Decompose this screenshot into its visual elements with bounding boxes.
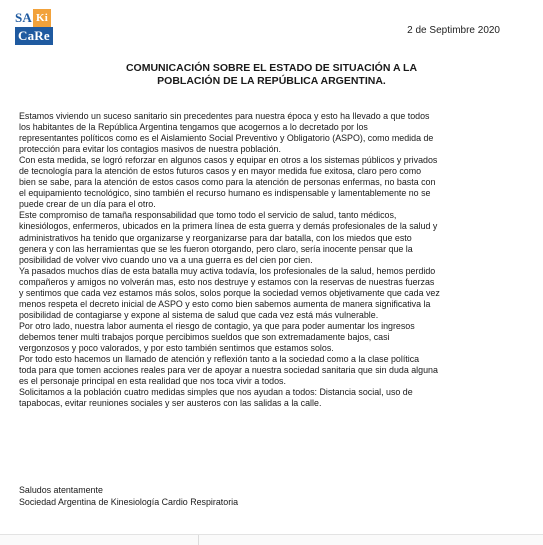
body-line: Solicitamos a la población cuatro medidas simples que nos ayudan a todos: Distancia social, uso de <box>19 387 413 398</box>
body-line: genera y con las herramientas que se les fueron otorgando, pero claro, sería inocente pensar que la <box>19 243 413 254</box>
logo-sa-text: SA <box>15 10 33 25</box>
logo-care-text: CaRe <box>15 27 53 45</box>
body-line: el equipamiento tecnológico, sino también el recurso humano es indispensable y lamentablemente no se <box>19 188 431 199</box>
body-line: vergonzosos y poco valorados, y por esto también sentimos que estamos solos. <box>19 342 334 353</box>
bottom-bar <box>0 534 543 545</box>
body-line: toda para que tomen acciones reales para ver de apoyar a nuestra sociedad sanitaria que sin duda alguna <box>19 365 438 376</box>
body-line: es el personaje principal en esta realidad que nos toca vivir a todos. <box>19 376 286 387</box>
body-line: posibilidad de volver vivo cuando uno va a una guerra es del cien por cien. <box>19 254 313 265</box>
body-line: representantes políticos como es el Aislamiento Social Preventivo y Obligatorio (ASPO), como medida de <box>19 133 434 144</box>
closing-signature: Sociedad Argentina de Kinesiología Cardio Respiratoria <box>19 496 239 507</box>
body-line: compañeros y amigos no volverán mas, esto nos destruye y estamos con la reservas de nuestras fuerzas <box>19 276 435 287</box>
body-line: menos respeta el decreto inicial de ASPO y esto como bien sabemos aumenta de manera significativa la <box>19 298 431 309</box>
body-line: bien se sabe, para la atención de estos casos como para la atención de personas enfermas, no basta con <box>19 177 436 188</box>
document-date: 2 de Septimbre 2020 <box>407 25 500 36</box>
body-line: debemos tener multi trabajos porque percibimos sueldos que son extremadamente bajos, casi <box>19 331 390 342</box>
body-line: de tecnología para la atención de estos futuros casos y en mayor medida fue exitosa, claro pero como <box>19 166 422 177</box>
sakicare-logo <box>15 9 59 45</box>
body-line: protección para evitar los contagios masivos de nuestra población. <box>19 144 281 155</box>
body-line: Ya pasados muchos días de esta batalla muy activa todavía, los profesionales de la salud, hemos perdido <box>19 265 436 276</box>
body-line: puede crear de un día para el otro. <box>19 199 156 210</box>
body-line: administrativos ha tenido que organizarse y reorganizarse para dar batalla, con los miedos que esto <box>19 232 412 243</box>
logo-ki-text: Ki <box>33 9 51 27</box>
closing-block <box>19 485 519 508</box>
title-line-1: COMUNICACIÓN SOBRE EL ESTADO DE SITUACIÓN A LA <box>125 62 418 74</box>
document-body <box>19 111 531 409</box>
body-line: Este compromiso de tamaña responsabilidad que tomo todo el servicio de salud, tanto médicos, <box>19 210 397 221</box>
body-line: kinesiólogos, enfermeros, ubicados en la primera línea de esta guerra y demás profesionales de la salud y <box>19 221 438 232</box>
body-line: y sentimos que cada vez estamos más solos, solos porque la sociedad vemos objetivamente que cada vez <box>19 287 440 298</box>
body-line: Con esta medida, se logró reforzar en algunos casos y equipar en otros a los sistemas públicos y privados <box>19 155 438 166</box>
document-title <box>0 62 543 88</box>
body-line: Por todo esto hacemos un llamado de atención y reflexión tanto a la sociedad como a la clase política <box>19 354 420 365</box>
body-line: los habitantes de la República Argentina tengamos que acogernos a lo decretado por los <box>19 122 368 133</box>
title-line-2: POBLACIÓN DE LA REPÚBLICA ARGENTINA. <box>157 75 386 87</box>
body-line: tapabocas, evitar reuniones sociales y ser austeros con las salidas a la calle. <box>19 398 322 409</box>
body-line: posibilidad de contagiarse y expone al sistema de salud que cada vez está más vulnerable. <box>19 309 379 320</box>
closing-greeting: Saludos atentamente <box>19 485 103 495</box>
body-line: Estamos viviendo un suceso sanitario sin precedentes para nuestra época y esto ha llevado a que todos <box>19 111 430 121</box>
body-line: Por otro lado, nuestra labor aumenta el riesgo de contagio, ya que para poder aumentar los ingresos <box>19 320 415 331</box>
